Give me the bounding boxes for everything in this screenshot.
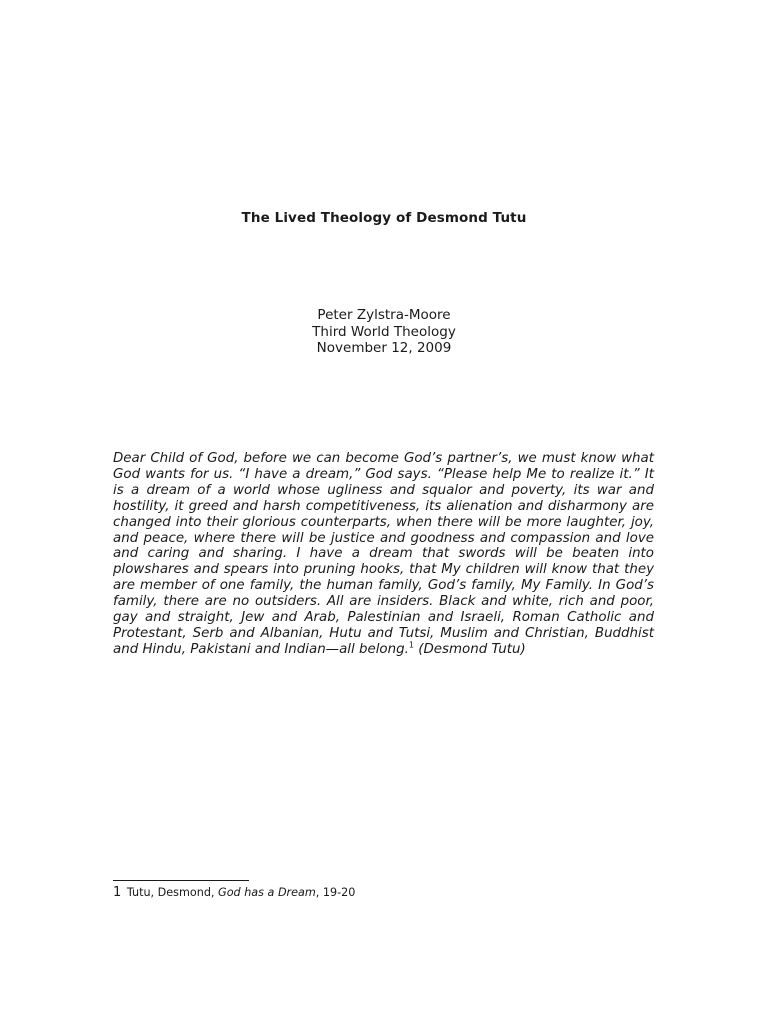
- author-name: Peter Zylstra-Moore: [317, 307, 451, 323]
- footnote-separator: [113, 880, 249, 881]
- footnote-book-title: God has a Dream: [218, 886, 316, 899]
- footnote-number: 1: [113, 885, 122, 900]
- course-name: Third World Theology: [312, 323, 456, 340]
- footnote-pages: , 19-20: [315, 886, 356, 899]
- document-date: November 12, 2009: [316, 340, 452, 356]
- footnote: [113, 886, 355, 900]
- footnote-author: Tutu, Desmond,: [126, 886, 219, 899]
- quote-attribution: (Desmond Tutu): [413, 641, 526, 657]
- document-title: The Lived Theology of Desmond Tutu: [241, 210, 527, 226]
- epigraph-quote: [113, 451, 654, 658]
- quote-text: Dear Child of God, before we can become God’s partner’s, we must know what God wants for us. “I have a dream,” God says. “Please help Me to realize it.” It is a dream of a world whose ugliness and squalor and poverty, its war and hostility, it greed and harsh competitiveness, its alienation and disharmony are changed into their glorious counterparts, when there will be more laughter, joy, and peace, where there will be justice and goodness and compassion and love and caring and sharing. I have a dream that swords will be beaten into plowshares and spears into pruning hooks, that My children will know that they are member of one family, the human family, God’s family, My Family. In God’s family, there are no outsiders. All are insiders. Black and white, rich and poor, gay and straight, Jew and Arab, Palestinian and Israeli, Roman Catholic and Protestant, Serb and Albanian, Hutu and Tutsi, Muslim and Christian, Buddhist and Hindu, Pakistani and Indian—all belong.: [113, 451, 654, 657]
- footnote-reference: 1: [408, 640, 414, 650]
- author-block: [0, 307, 768, 357]
